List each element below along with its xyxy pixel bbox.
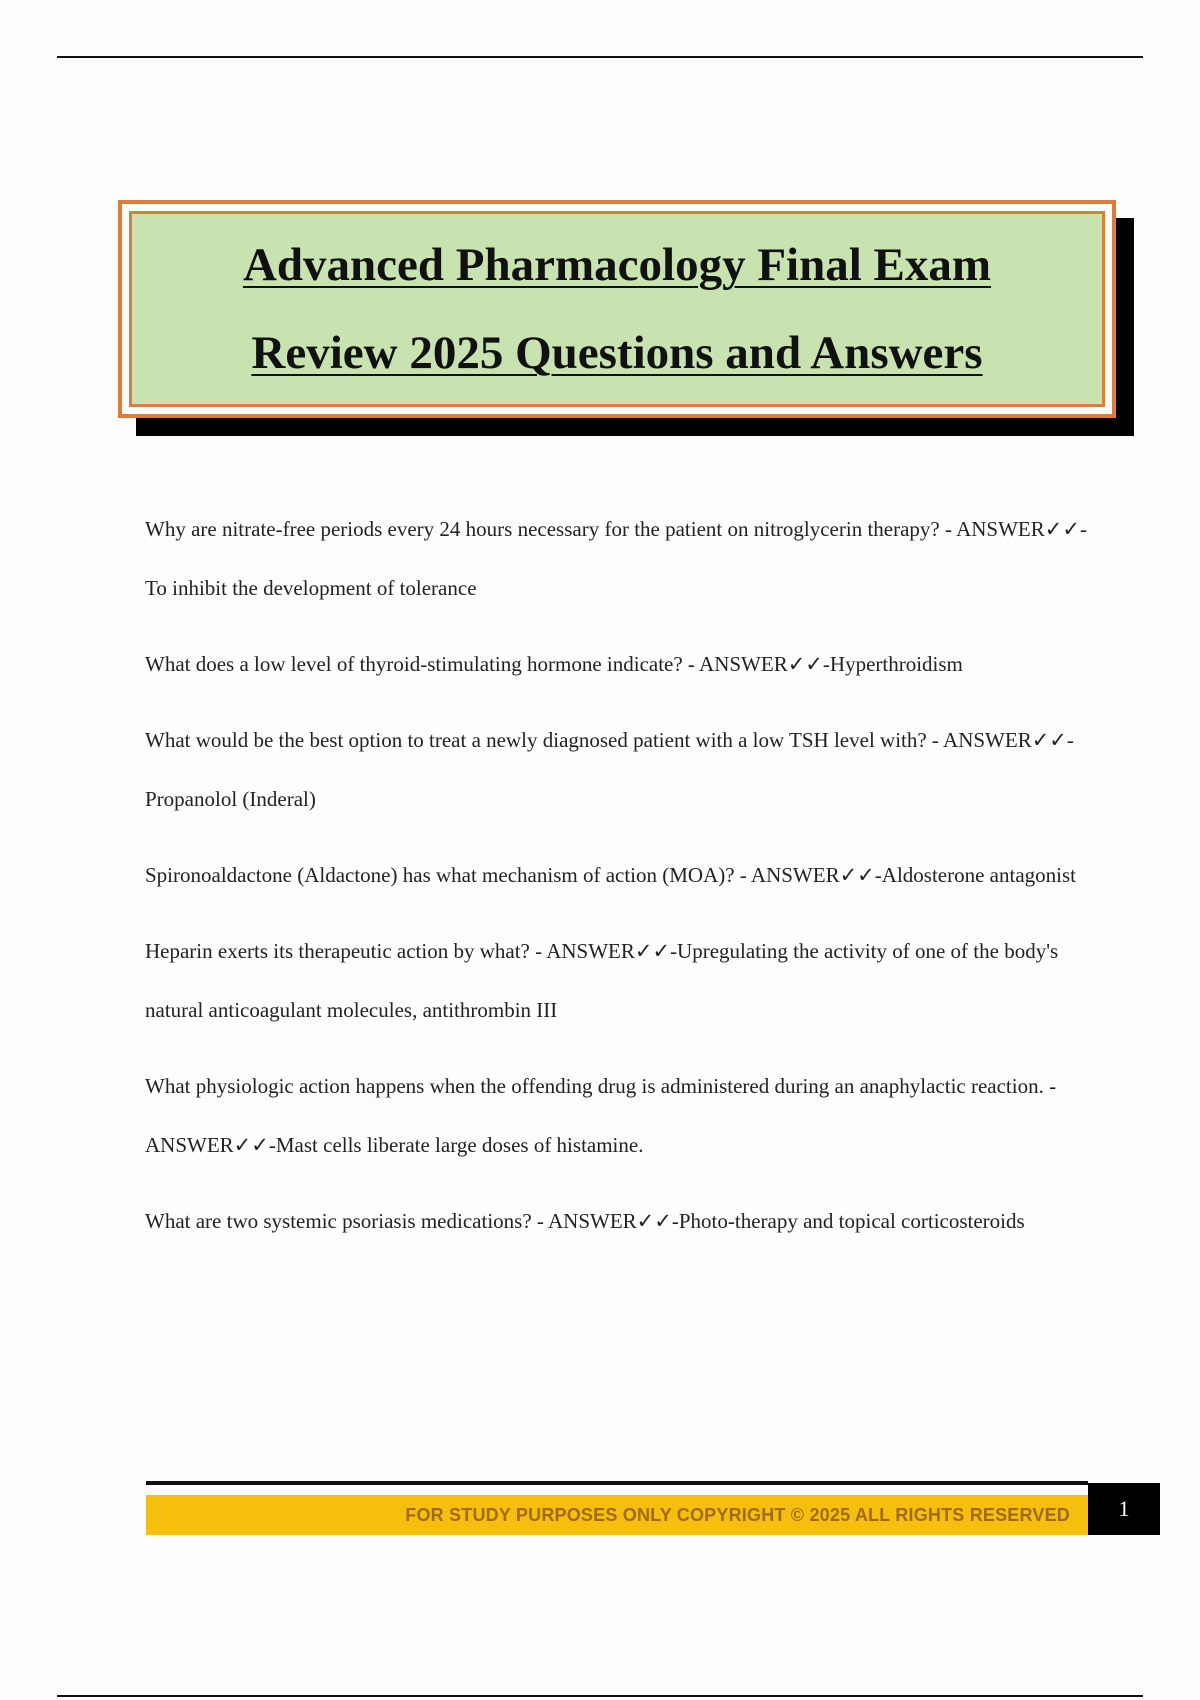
qa-item [145, 1057, 1095, 1175]
answer-marker: ANSWER [547, 1209, 637, 1233]
question-text: Why are nitrate-free periods every 24 hours necessary for the patient on nitroglycerin therapy? - [145, 517, 952, 541]
answer-marker: ANSWER [699, 652, 788, 676]
answer-marker: ANSWER [943, 728, 1032, 752]
page-number-box [1088, 1483, 1160, 1535]
double-check-icon: ✓✓ [787, 652, 823, 676]
answer-marker: ANSWER [145, 1133, 234, 1157]
answer-text: -Mast cells liberate large doses of histamine. [268, 1133, 644, 1157]
qa-item [145, 500, 1095, 618]
double-check-icon: ✓✓ [839, 863, 875, 887]
double-check-icon: ✓✓ [634, 939, 671, 963]
document-title-line-1: Advanced Pharmacology Final Exam [242, 239, 992, 291]
footer-rule [146, 1481, 1088, 1485]
document-title-line-2: Review 2025 Questions and Answers [251, 327, 983, 379]
footer-copyright: FOR STUDY PURPOSES ONLY COPYRIGHT © 2025 ALL RIGHTS RESERVED [405, 1504, 1070, 1525]
question-text: Heparin exerts its therapeutic action by what? - [145, 939, 543, 963]
qa-item [145, 635, 1095, 694]
question-text: What does a low level of thyroid-stimulating hormone indicate? - [145, 652, 695, 676]
answer-marker: ANSWER [750, 863, 840, 887]
answer-marker: ANSWER [546, 939, 635, 963]
answer-text: -Propanolol (Inderal) [145, 728, 1074, 811]
title-box [118, 200, 1116, 418]
answer-text: -Upregulating the activity of one of the body's natural anticoagulant molecules, antithrombin III [145, 939, 1059, 1022]
page-number: 1 [1118, 1496, 1130, 1521]
qa-item [145, 922, 1095, 1040]
qa-item [145, 711, 1095, 829]
answer-text: -Aldosterone antagonist [874, 863, 1076, 887]
question-text: What are two systemic psoriasis medications? - [145, 1209, 544, 1233]
answer-text: -To inhibit the development of tolerance [145, 517, 1087, 600]
bottom-rule [57, 1695, 1143, 1697]
title-box-inner [129, 211, 1105, 407]
answer-text: -Photo-therapy and topical corticosteroids [671, 1209, 1025, 1233]
answer-marker: ANSWER [956, 517, 1045, 541]
question-text: What physiologic action happens when the offending drug is administered during an anaphylactic reaction. - [145, 1074, 1057, 1098]
footer-band [146, 1495, 1088, 1535]
question-text: What would be the best option to treat a newly diagnosed patient with a low TSH level with? - [145, 728, 939, 752]
answer-text: -Hyperthroidism [822, 652, 963, 676]
double-check-icon: ✓✓ [233, 1133, 269, 1157]
header-rule [57, 56, 1143, 58]
question-text: Spironoaldactone (Aldactone) has what mechanism of action (MOA)? - [145, 863, 747, 887]
double-check-icon: ✓✓ [1031, 728, 1067, 752]
qa-item [145, 846, 1095, 905]
double-check-icon: ✓✓ [1044, 517, 1080, 541]
qa-item [145, 1192, 1095, 1251]
qa-list [145, 500, 1095, 1251]
double-check-icon: ✓✓ [636, 1209, 672, 1233]
